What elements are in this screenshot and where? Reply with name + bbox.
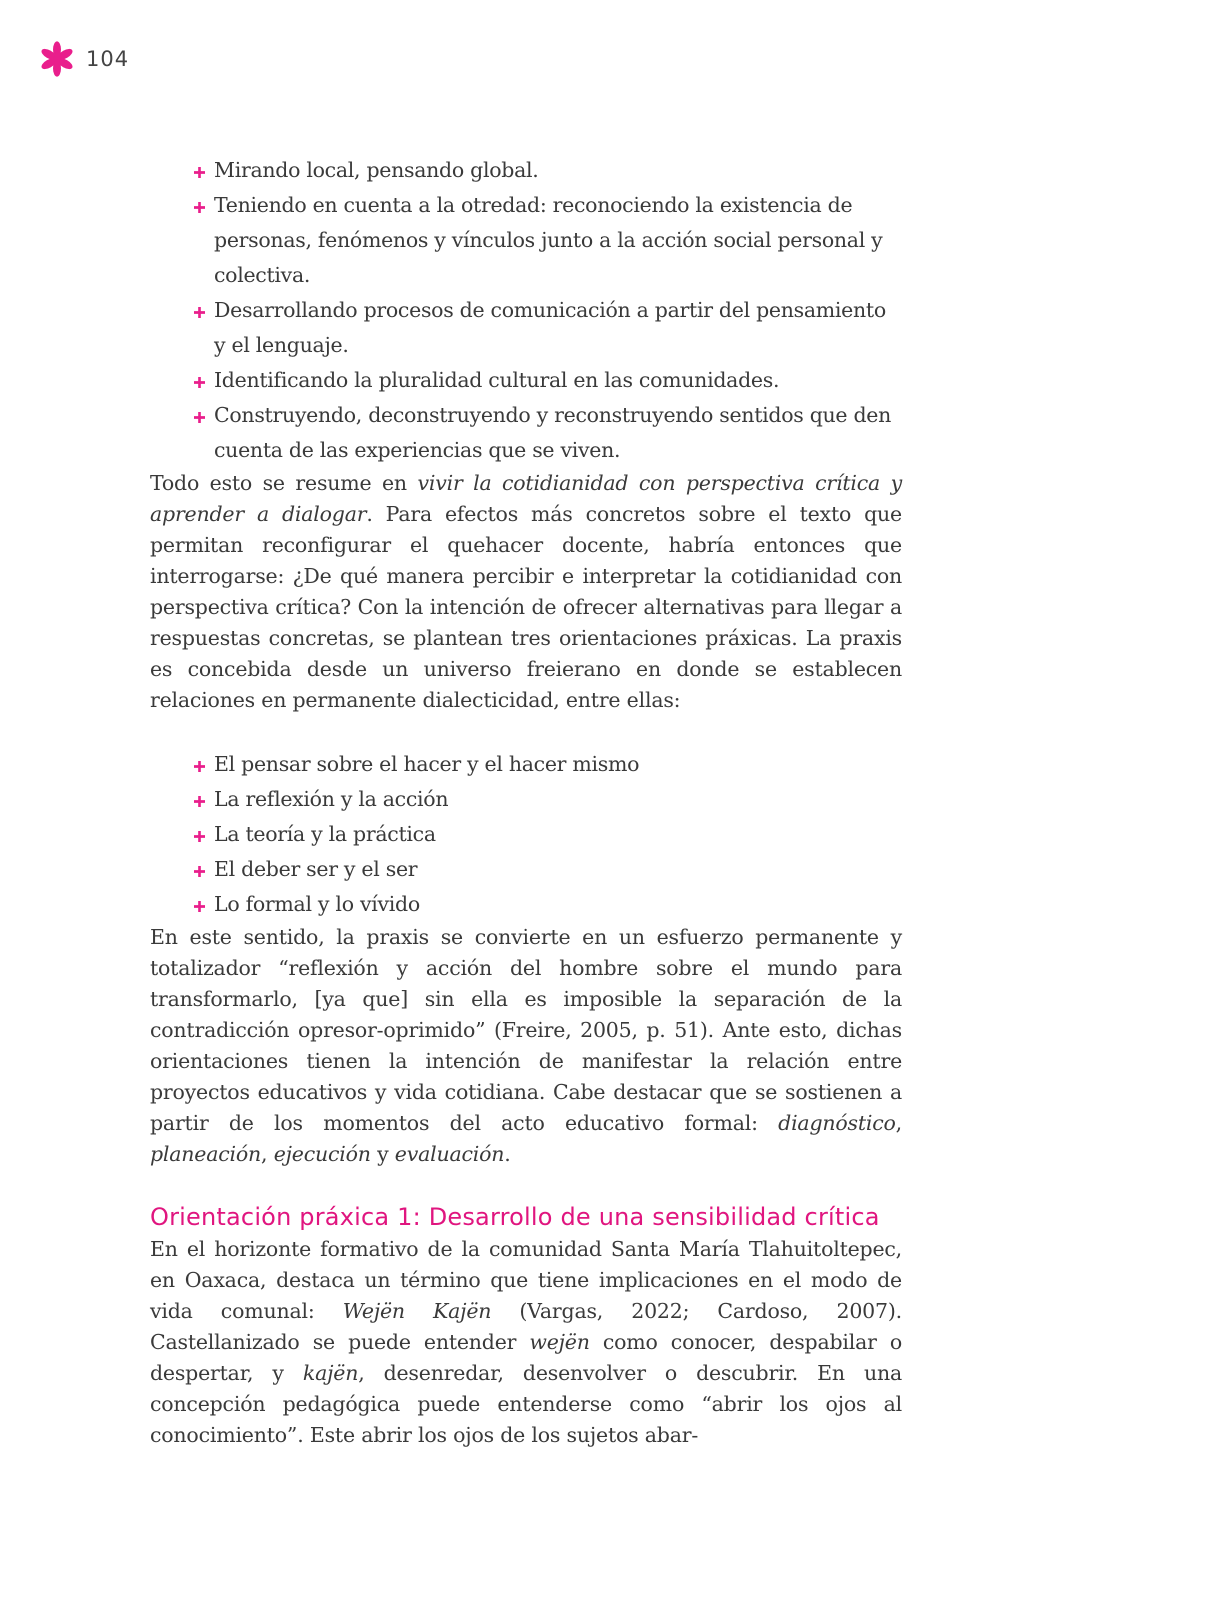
paragraph-praxis-intro [150,468,902,716]
list-item [194,293,902,363]
bullet-list-goals [150,153,902,468]
paragraph-text: En el horizonte formativo de la comunidad Santa María Tlahuitoltepec, en Oaxaca, destaca un término que tiene implicaciones en el modo de vida comunal: [150,1237,902,1323]
asterisk-logo-icon [38,40,76,78]
list-item-text: Desarrollando procesos de comunicación a partir del pensamiento y el lenguaje. [214,298,886,357]
paragraph-text: , [895,1111,902,1135]
list-item [194,852,902,887]
paragraph-text: , [261,1142,274,1166]
emphasis-text: planeación [150,1142,262,1166]
emphasis-text: Wejën Kajën [342,1299,492,1323]
paragraph-text: Todo esto se resume en [150,471,418,495]
emphasis-text: wejën [529,1330,590,1354]
plus-bullet-icon [194,761,205,772]
section-heading: Orientación práxica 1: Desarrollo de una sensibilidad crítica [150,1203,880,1231]
emphasis-text: diagnóstico [778,1111,896,1135]
paragraph-praxis-freire [150,922,902,1170]
page-number: 104 [86,47,130,71]
emphasis-text: evaluación [394,1142,505,1166]
list-item [194,887,902,922]
paragraph-text: En este sentido, la praxis se convierte en un esfuerzo permanente y totalizador “reflexión y acción del hombre sobre el mundo para transformarlo, [ya que] sin ella es imposible la separación de la contradicción opresor-oprimido” (Freire, 2005, p. 51). Ante esto, dichas orientaciones tienen la intención de manifestar la relación entre proyectos educativos y vida cotidiana. Cabe destacar que se sostienen a partir de los momentos del acto educativo formal: [150,925,902,1135]
page-content [150,153,902,1451]
paragraph-text: y [370,1142,395,1166]
paragraph-text: , desenredar, desenvolver o descubrir. En una concepción pedagógica puede entenderse como “abrir los ojos al conocimiento”. Este abrir los ojos de los sujetos abar- [150,1361,902,1447]
paragraph-text: (Vargas, 2022; Cardoso, 2007). Castellanizado se puede entender [150,1299,902,1354]
list-item-text: Identificando la pluralidad cultural en las comunidades. [214,368,780,392]
paragraph-text: . Para efectos más concretos sobre el texto que permitan reconfigurar el quehacer docente, habría entonces que interrogarse: ¿De qué manera percibir e interpretar la cotidianidad con perspectiva crítica? Con la intención de ofrecer alternativas para llegar a respuestas concretas, se plantean tres orientaciones práxicas. La praxis es concebida desde un universo freierano en donde se establecen relaciones en permanente dialecticidad, entre ellas: [150,502,902,712]
list-item-text: Mirando local, pensando global. [214,158,539,182]
list-item [194,747,902,782]
list-item-text: Teniendo en cuenta a la otredad: reconociendo la existencia de personas, fenómenos y vínculos junto a la acción social personal y colectiva. [214,193,883,287]
bullet-list-dialectic-pairs [150,747,902,922]
list-item [194,782,902,817]
plus-bullet-icon [194,866,205,877]
list-item [194,188,902,293]
paragraph-text: como conocer, despabilar o despertar, y [150,1330,902,1385]
emphasis-text: kajën [302,1361,359,1385]
emphasis-text: ejecución [273,1142,371,1166]
list-item-text: Construyendo, deconstruyendo y reconstruyendo sentidos que den cuenta de las experiencias que se viven. [214,403,892,462]
plus-bullet-icon [194,167,205,178]
list-item-text: Lo formal y lo vívido [214,892,420,916]
list-item [194,817,902,852]
plus-bullet-icon [194,377,205,388]
emphasis-text: vivir la cotidianidad con perspectiva crítica y aprender a dialogar [150,471,902,526]
plus-bullet-icon [194,412,205,423]
list-item [194,398,902,468]
plus-bullet-icon [194,901,205,912]
plus-bullet-icon [194,202,205,213]
list-item-text: El deber ser y el ser [214,857,418,881]
list-item-text: La teoría y la práctica [214,822,436,846]
list-item-text: La reflexión y la acción [214,787,449,811]
plus-bullet-icon [194,831,205,842]
list-item [194,363,902,398]
paragraph-wejen-kajen [150,1234,902,1451]
list-item [194,153,902,188]
page-header [38,40,129,78]
paragraph-text: . [504,1142,511,1166]
plus-bullet-icon [194,796,205,807]
list-item-text: El pensar sobre el hacer y el hacer mismo [214,752,640,776]
plus-bullet-icon [194,307,205,318]
